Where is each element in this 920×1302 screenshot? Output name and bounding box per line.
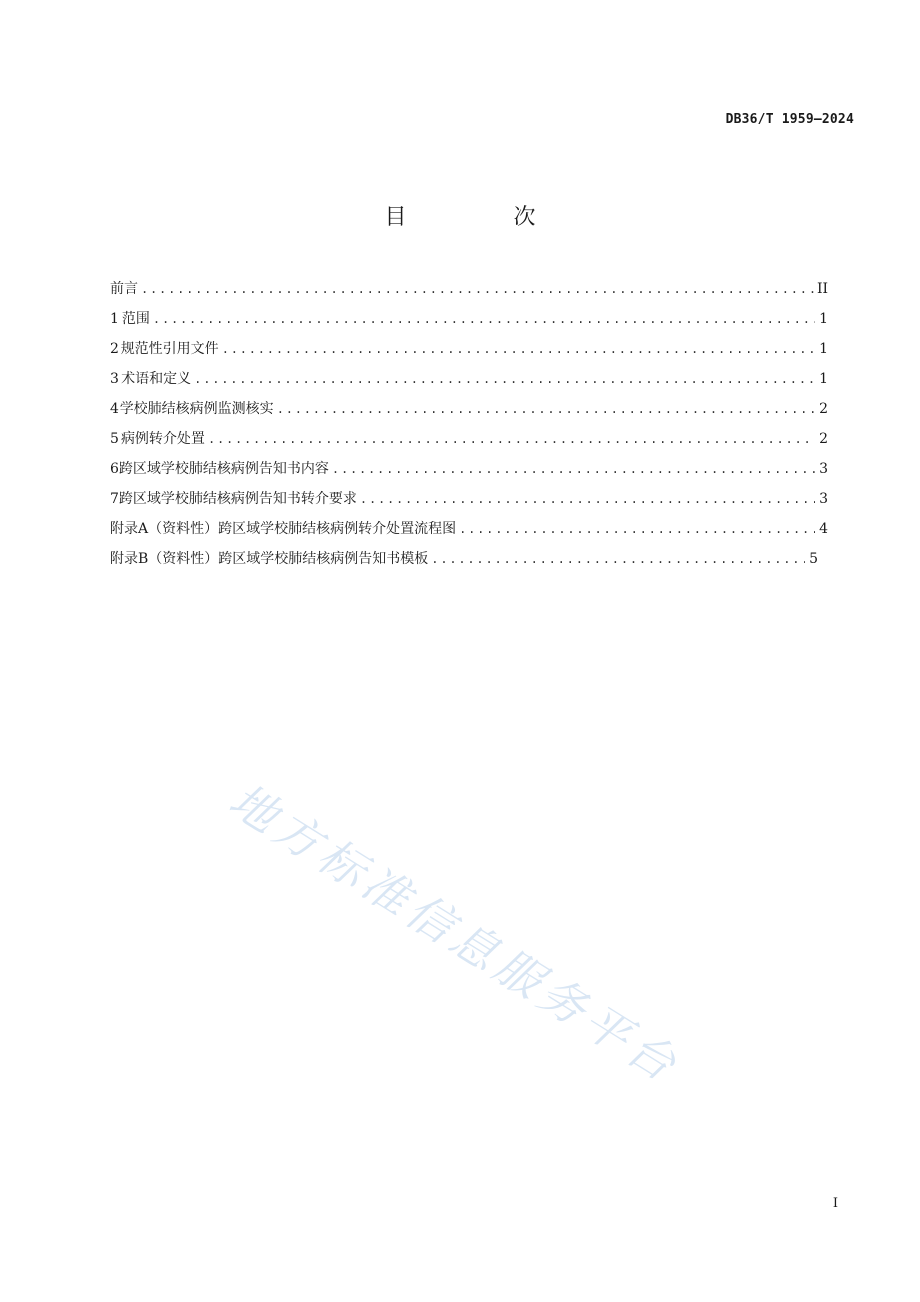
- toc-dot-leader: [332, 462, 815, 476]
- toc-dot-leader: [141, 282, 814, 296]
- toc-entry-7[interactable]: [110, 488, 828, 518]
- toc-dot-leader: [360, 492, 815, 506]
- toc-dot-leader: [431, 552, 805, 566]
- toc-entry-page: 1: [819, 311, 828, 327]
- toc-entry-label: 跨区域学校肺结核病例告知书内容: [118, 461, 329, 477]
- toc-entry-page: 1: [819, 341, 828, 357]
- toc-entry-number: 5: [110, 431, 119, 447]
- toc-entry-page: 2: [819, 431, 828, 447]
- toc-entry-appendix-b[interactable]: [110, 548, 818, 578]
- toc-entry-page: II: [816, 281, 828, 297]
- toc-entry-2[interactable]: [110, 338, 828, 368]
- toc-entry-5[interactable]: [110, 428, 828, 458]
- toc-dot-leader: [194, 372, 815, 386]
- toc-entry-number: 7: [110, 491, 119, 507]
- toc-entry-page: 2: [819, 401, 828, 417]
- toc-entry-label: 术语和定义: [121, 371, 192, 387]
- document-code: DB36/T 1959—2024: [725, 112, 854, 127]
- toc-entry-page: 3: [819, 491, 828, 507]
- toc-dot-leader: [153, 312, 815, 326]
- toc-entry-6[interactable]: [110, 458, 828, 488]
- toc-entry-label: 病例转介处置: [120, 431, 205, 447]
- toc-entry-3[interactable]: [110, 368, 828, 398]
- toc-dot-leader: [459, 522, 815, 536]
- toc-entry-page: 4: [819, 521, 828, 537]
- toc-dot-leader: [222, 342, 815, 356]
- toc-entry-number: 3: [110, 371, 119, 387]
- toc-entry-page: 1: [819, 371, 828, 387]
- toc-entry-page: 5: [809, 551, 818, 567]
- toc-entry-number: 4: [110, 401, 119, 417]
- toc-entry-number: 2: [110, 341, 119, 357]
- toc-entry-appendix-a[interactable]: [110, 518, 828, 548]
- toc-entry-label: 附录A（资料性）跨区域学校肺结核病例转介处置流程图: [110, 521, 457, 537]
- toc-entry-number: 1: [110, 311, 119, 327]
- toc-entry-label: 规范性引用文件: [120, 341, 219, 357]
- toc-entry-foreword[interactable]: [110, 278, 828, 308]
- table-of-contents: [110, 278, 828, 578]
- toc-dot-leader: [208, 432, 815, 446]
- toc-entry-1[interactable]: [110, 308, 828, 338]
- toc-entry-label: 前言: [110, 281, 138, 297]
- toc-title: 目 次: [384, 205, 586, 230]
- toc-entry-label: 附录B（资料性）跨区域学校肺结核病例告知书模板: [110, 551, 429, 567]
- toc-entry-label: 范围: [121, 311, 150, 327]
- toc-entry-number: 6: [110, 461, 119, 477]
- toc-entry-label: 学校肺结核病例监测核实: [119, 401, 274, 417]
- toc-entry-page: 3: [819, 461, 828, 477]
- toc-dot-leader: [277, 402, 815, 416]
- toc-entry-label: 跨区域学校肺结核病例告知书转介要求: [118, 491, 357, 507]
- toc-entry-4[interactable]: [110, 398, 828, 428]
- page-number: I: [832, 1196, 838, 1211]
- watermark: 地方标准信息服务平台: [220, 772, 690, 1094]
